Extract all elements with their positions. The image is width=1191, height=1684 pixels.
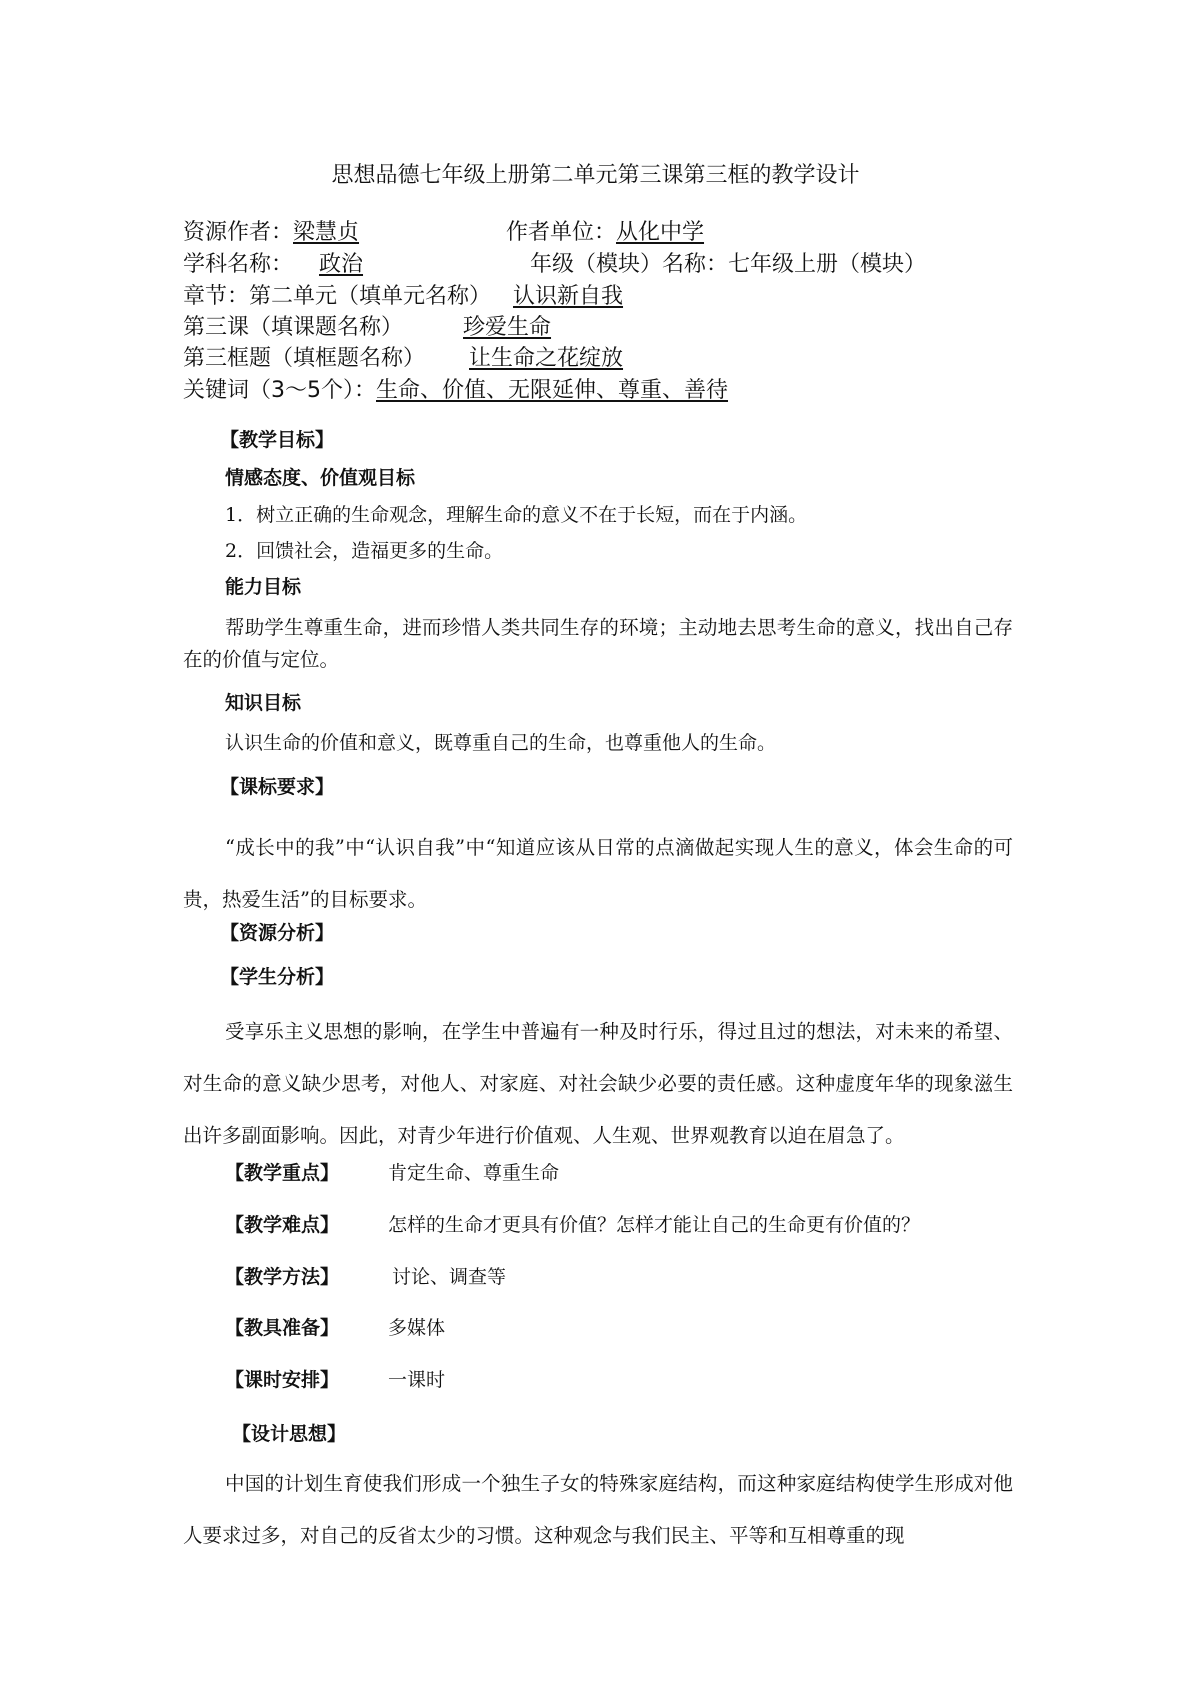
chapter-value: 认识新自我 xyxy=(513,284,624,309)
goals-heading: 【教学目标】 xyxy=(220,429,335,451)
subject-label: 学科名称： xyxy=(183,252,294,277)
author-label: 资源作者： xyxy=(183,220,294,245)
time-value: 一课时 xyxy=(388,1369,446,1391)
lesson-value: 珍爱生命 xyxy=(463,315,552,340)
meta-grade-line xyxy=(530,250,926,280)
grade-value: 七年级上册（模块） xyxy=(728,252,927,277)
chapter-label: 章节：第二单元（填单元名称） xyxy=(183,284,492,309)
knowledge-text: 认识生命的价值和意义，既尊重自己的生命，也尊重他人的生命。 xyxy=(225,732,777,754)
meta-keywords-line xyxy=(183,376,728,406)
meta-subject-line xyxy=(183,250,373,280)
subject-value: 政治 xyxy=(319,252,364,277)
meta-author-line xyxy=(183,218,359,248)
design-text: 中国的计划生育使我们形成一个独生子女的特殊家庭结构，而这种家庭结构使学生形成对他人要求过多，对自己的反省太少的习惯。这种观念与我们民主、平等和互相尊重的现 xyxy=(183,1472,1013,1547)
key-point-value: 肯定生命、尊重生命 xyxy=(388,1162,560,1184)
student-text: 受享乐主义思想的影响，在学生中普遍有一种及时行乐，得过且过的想法，对未来的希望、对生命的意义缺少思考，对他人、对家庭、对社会缺少必要的责任感。这种虚度年华的现象滋生出许多副面影响。因此，对青少年进行价值观、人生观、世界观教育以迫在眉急了。 xyxy=(183,1020,1013,1147)
meta-unit-line xyxy=(506,218,704,248)
ability-heading: 能力目标 xyxy=(225,576,302,598)
emotion-heading: 情感态度、价值观目标 xyxy=(225,467,416,489)
key-point-label: 【教学重点】 xyxy=(225,1162,340,1184)
resource-heading: 【资源分析】 xyxy=(220,922,335,944)
author-value: 梁慧贞 xyxy=(293,220,360,245)
frame-label: 第三框题（填框题名称） xyxy=(183,346,426,371)
student-heading: 【学生分析】 xyxy=(220,966,335,988)
grade-label: 年级（模块）名称： xyxy=(530,252,729,277)
unit-value: 从化中学 xyxy=(616,220,705,245)
keywords-value: 生命、价值、无限延伸、尊重、善待 xyxy=(376,378,729,403)
knowledge-heading: 知识目标 xyxy=(225,692,302,714)
lesson-label: 第三课（填课题名称） xyxy=(183,315,404,340)
tools-label: 【教具准备】 xyxy=(225,1317,340,1339)
standard-heading: 【课标要求】 xyxy=(220,776,335,798)
method-value: 讨论、调查等 xyxy=(392,1266,507,1288)
standard-text: “成长中的我”中“认识自我”中“知道应该从日常的点滴做起实现人生的意义，体会生命的可贵，热爱生活”的目标要求。 xyxy=(183,836,1013,911)
emotion-item-2: 2．回馈社会，造福更多的生命。 xyxy=(225,540,504,562)
unit-label: 作者单位： xyxy=(506,220,617,245)
design-heading: 【设计思想】 xyxy=(232,1423,347,1445)
difficulty-value: 怎样的生命才更具有价值？怎样才能让自己的生命更有价值的？ xyxy=(388,1214,921,1236)
tools-value: 多媒体 xyxy=(388,1317,446,1339)
meta-frame-line xyxy=(183,344,623,374)
document-title: 思想品德七年级上册第二单元第三课第三框的教学设计 xyxy=(331,163,860,188)
time-label: 【课时安排】 xyxy=(225,1369,340,1391)
meta-chapter-line xyxy=(183,282,623,312)
method-label: 【教学方法】 xyxy=(225,1266,340,1288)
meta-lesson-line xyxy=(183,313,551,343)
emotion-item-1: 1．树立正确的生命观念，理解生命的意义不在于长短，而在于内涵。 xyxy=(225,504,808,526)
frame-value: 让生命之花绽放 xyxy=(469,346,624,371)
difficulty-label: 【教学难点】 xyxy=(225,1214,340,1236)
ability-text: 帮助学生尊重生命，进而珍惜人类共同生存的环境；主动地去思考生命的意义，找出自己存在的价值与定位。 xyxy=(183,616,1013,671)
keywords-label: 关键词（3～5个）： xyxy=(183,378,376,403)
